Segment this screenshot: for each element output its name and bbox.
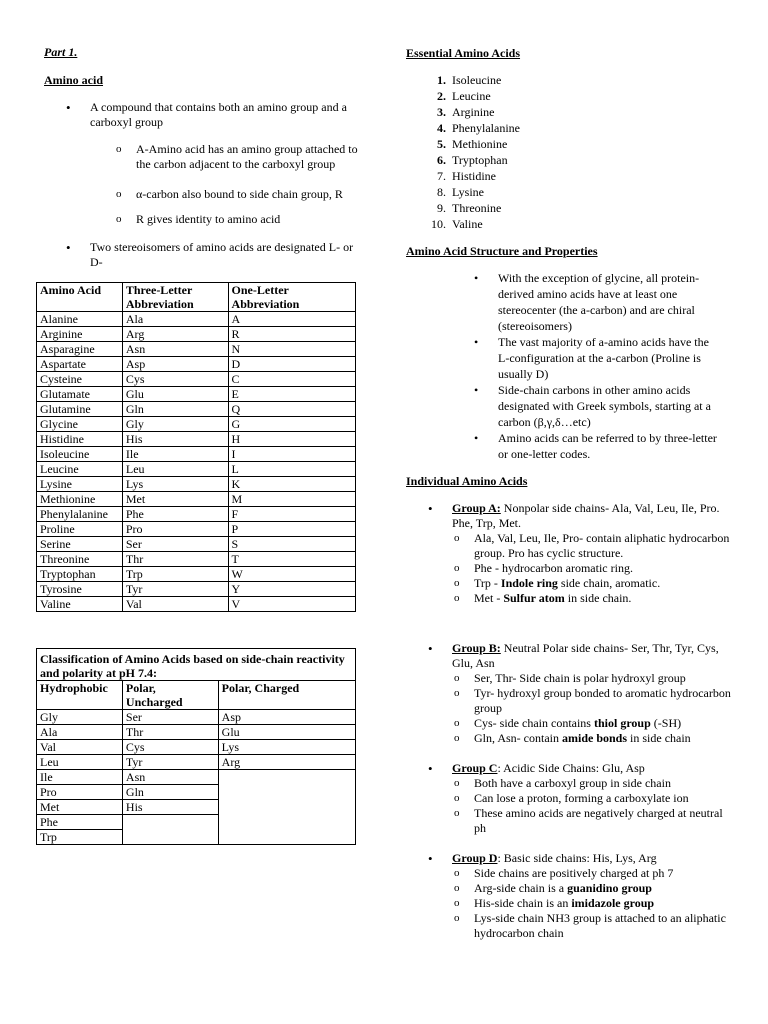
table-cell: Ala: [122, 312, 228, 327]
list-item: • Side-chain carbons in other amino acids designated with Greek symbols, starting at a carbon (β,γ,δ…etc): [406, 382, 736, 430]
sub-item: o Ser, Thr- Side chain is polar hydroxyl group: [406, 671, 736, 686]
text-span: side chain, aromatic.: [557, 576, 661, 590]
table-cell: H: [228, 432, 355, 447]
text-span: Met -: [474, 591, 504, 605]
table-cell: I: [228, 447, 355, 462]
table-cell: Threonine: [37, 552, 123, 567]
group-b-desc: Neutral Polar side chains- Ser, Thr, Tyr, Cys, Glu, Asn: [452, 641, 719, 670]
list-item-label: Threonine: [452, 201, 502, 215]
table-row: [37, 522, 356, 537]
structure-heading: Amino Acid Structure and Properties: [406, 244, 598, 258]
sub-item: o Can lose a proton, forming a carboxylate ion: [406, 791, 736, 806]
amino-acid-definition: [44, 100, 366, 130]
list-item: • The vast majority of a-amino acids have the L-configuration at the a-carbon (Proline is usually D): [406, 334, 736, 382]
table-row: [37, 567, 356, 582]
text-span: Arg-side chain is a: [474, 881, 568, 895]
classification-table: [36, 648, 356, 845]
text-span: Gln, Asn- contain: [474, 731, 562, 745]
table-cell: Ala: [37, 725, 123, 740]
table-cell: Phe: [122, 507, 228, 522]
list-item-label: Valine: [452, 217, 483, 231]
table-cell: Gly: [37, 710, 123, 725]
group-b-header: [406, 641, 736, 671]
table-cell: G: [228, 417, 355, 432]
group-a-header: [406, 501, 736, 531]
list-item-label: Isoleucine: [452, 73, 502, 87]
table-cell: D: [228, 357, 355, 372]
table-row: [37, 492, 356, 507]
group-d-title: Group D: [452, 851, 498, 865]
sub-item: [406, 731, 736, 746]
table-row: [37, 342, 356, 357]
bullet-item: • A compound that contains both an amino group and a carboxyl group: [44, 100, 366, 130]
individual-heading: Individual Amino Acids: [406, 474, 528, 488]
table-cell: Phenylalanine: [37, 507, 123, 522]
table-cell: Ser: [122, 537, 228, 552]
table-cell: Tyr: [122, 755, 218, 770]
table-row: [37, 327, 356, 342]
table-cell: Proline: [37, 522, 123, 537]
table-cell: Trp: [122, 567, 228, 582]
sub-item: [406, 716, 736, 731]
list-item-label: Phenylalanine: [452, 121, 520, 135]
bullet-item: • Two stereoisomers of amino acids are designated L- or D-: [44, 240, 366, 270]
list-number: 9.: [437, 201, 446, 215]
column-header: Polar, Uncharged: [122, 681, 218, 710]
table-cell: Val: [37, 740, 123, 755]
table-cell: T: [228, 552, 355, 567]
group-c-desc: : Acidic Side Chains: Glu, Asp: [497, 761, 645, 775]
group-c-header: [406, 761, 736, 776]
column-header: Amino Acid: [37, 283, 123, 312]
table-cell: M: [228, 492, 355, 507]
column-header: Hydrophobic: [37, 681, 123, 710]
list-number: 1.: [437, 73, 446, 87]
table-row: [37, 537, 356, 552]
list-item: [406, 72, 736, 88]
table-cell: L: [228, 462, 355, 477]
table-cell: A: [228, 312, 355, 327]
group-b: [406, 641, 736, 746]
table-cell: Alanine: [37, 312, 123, 327]
sub-item-text: o R gives identity to amino acid: [44, 212, 366, 227]
group-c-title: Group C: [452, 761, 498, 775]
group-d: [406, 851, 736, 941]
group-a-desc: Nonpolar side chains- Ala, Val, Leu, Ile, Pro. Phe, Trp, Met.: [452, 501, 720, 530]
part-title: Part 1.: [44, 45, 78, 59]
table-row: [37, 462, 356, 477]
sub-item: o Side chains are positively charged at ph 7: [406, 866, 736, 881]
list-item: [406, 104, 736, 120]
table-cell: R: [228, 327, 355, 342]
table-header-row: [37, 283, 356, 312]
list-item: [406, 120, 736, 136]
table-row: [37, 770, 356, 785]
table-row: [37, 477, 356, 492]
table-cell: Aspartate: [37, 357, 123, 372]
bold-term: Indole ring: [500, 576, 558, 590]
text-span: His-side chain is an: [474, 896, 572, 910]
list-item: [406, 200, 736, 216]
list-number: 7.: [437, 169, 446, 183]
table-cell: His: [122, 432, 228, 447]
table-cell: Asn: [122, 770, 218, 785]
table-cell: Ser: [122, 710, 218, 725]
table-cell: F: [228, 507, 355, 522]
list-item: [406, 168, 736, 184]
sub-item: o Ala, Val, Leu, Ile, Pro- contain aliphatic hydrocarbon group. Pro has cyclic structure.: [406, 531, 736, 561]
abbreviation-table: [36, 282, 356, 612]
bold-term: guanidino group: [567, 881, 652, 895]
list-item-label: Methionine: [452, 137, 508, 151]
group-c: [406, 761, 736, 836]
table-cell: Met: [122, 492, 228, 507]
sub-item: o Tyr- hydroxyl group bonded to aromatic hydrocarbon group: [406, 686, 736, 716]
list-item: [406, 184, 736, 200]
table-cell: Asp: [122, 357, 228, 372]
table-cell: Arg: [122, 327, 228, 342]
group-a: [406, 501, 736, 606]
table-cell: Cys: [122, 740, 218, 755]
table-cell: Asparagine: [37, 342, 123, 357]
table-cell: Valine: [37, 597, 123, 612]
table-cell: Ile: [122, 447, 228, 462]
column-header: Polar, Charged: [218, 681, 355, 710]
essential-list: [406, 72, 736, 232]
table-cell: C: [228, 372, 355, 387]
table-title-row: [37, 649, 356, 681]
table-cell: Ile: [37, 770, 123, 785]
table-cell: Gly: [122, 417, 228, 432]
table-title: Classification of Amino Acids based on side-chain reactivity and polarity at pH 7.4:: [37, 649, 356, 681]
table-cell: Lys: [218, 740, 355, 755]
text-span: in side chain: [627, 731, 691, 745]
list-number: 6.: [437, 153, 446, 167]
table-cell: [122, 815, 218, 845]
table-cell: Leu: [37, 755, 123, 770]
group-a-title: Group A:: [452, 501, 501, 515]
list-item: • Amino acids can be referred to by three-letter or one-letter codes.: [406, 430, 736, 462]
table-cell: N: [228, 342, 355, 357]
table-row: [37, 507, 356, 522]
table-row: [37, 402, 356, 417]
bold-term: imidazole group: [571, 896, 655, 910]
bold-term: Sulfur atom: [503, 591, 565, 605]
table-cell: Glu: [122, 387, 228, 402]
sub-item: [44, 142, 366, 172]
table-cell: Cysteine: [37, 372, 123, 387]
list-item: [406, 136, 736, 152]
table-cell: Q: [228, 402, 355, 417]
table-row: [37, 312, 356, 327]
table-cell: Tryptophan: [37, 567, 123, 582]
sub-item-text: o A-Amino acid has an amino group attached to the carbon adjacent to the carboxyl group: [44, 142, 366, 172]
sub-item: [44, 187, 366, 202]
table-cell: [218, 770, 355, 845]
group-d-desc: : Basic side chains: His, Lys, Arg: [497, 851, 657, 865]
list-item-label: Arginine: [452, 105, 495, 119]
table-cell: His: [122, 800, 218, 815]
table-row: [37, 372, 356, 387]
table-cell: Glu: [218, 725, 355, 740]
table-cell: Pro: [37, 785, 123, 800]
sub-item: [406, 896, 736, 911]
table-cell: Glutamate: [37, 387, 123, 402]
sub-item: o Lys-side chain NH3 group is attached to an aliphatic hydrocarbon chain: [406, 911, 736, 941]
table-cell: Serine: [37, 537, 123, 552]
table-cell: Cys: [122, 372, 228, 387]
table-header-row: [37, 681, 356, 710]
structure-list: [406, 270, 736, 462]
table-cell: Arg: [218, 755, 355, 770]
list-item-label: Histidine: [452, 169, 496, 183]
table-cell: P: [228, 522, 355, 537]
list-item: [406, 152, 736, 168]
table-cell: Isoleucine: [37, 447, 123, 462]
table-cell: Pro: [122, 522, 228, 537]
table-row: [37, 357, 356, 372]
table-row: [37, 432, 356, 447]
table-row: [37, 447, 356, 462]
table-cell: Asn: [122, 342, 228, 357]
table-cell: Gln: [122, 785, 218, 800]
table-cell: Glutamine: [37, 402, 123, 417]
list-number: 8.: [437, 185, 446, 199]
stereoisomer-note: [44, 240, 366, 270]
bold-term: amide bonds: [562, 731, 628, 745]
group-b-title: Group B:: [452, 641, 501, 655]
table-cell: Trp: [37, 830, 123, 845]
list-number: 5.: [437, 137, 446, 151]
sub-item: [406, 591, 736, 606]
table-cell: Val: [122, 597, 228, 612]
table-cell: Leucine: [37, 462, 123, 477]
table-row: [37, 710, 356, 725]
table-cell: Y: [228, 582, 355, 597]
table-row: [37, 725, 356, 740]
amino-acid-heading: Amino acid: [44, 73, 104, 87]
table-cell: Thr: [122, 552, 228, 567]
table-row: [37, 597, 356, 612]
bold-term: thiol group: [593, 716, 651, 730]
list-number: 3.: [437, 105, 446, 119]
table-cell: Lys: [122, 477, 228, 492]
sub-item: [406, 881, 736, 896]
sub-item: o Phe - hydrocarbon aromatic ring.: [406, 561, 736, 576]
text-span: Cys- side chain contains: [474, 716, 594, 730]
list-item-label: Leucine: [452, 89, 491, 103]
table-cell: Gln: [122, 402, 228, 417]
text-span: in side chain.: [564, 591, 632, 605]
table-row: [37, 755, 356, 770]
list-item: [406, 216, 736, 232]
table-cell: Lysine: [37, 477, 123, 492]
table-row: [37, 417, 356, 432]
table-cell: E: [228, 387, 355, 402]
list-item: [406, 88, 736, 104]
table-row: [37, 582, 356, 597]
list-number: 2.: [437, 89, 446, 103]
table-cell: Methionine: [37, 492, 123, 507]
table-row: [37, 740, 356, 755]
sub-item: o Both have a carboxyl group in side chain: [406, 776, 736, 791]
list-item-label: Tryptophan: [452, 153, 508, 167]
table-cell: Leu: [122, 462, 228, 477]
table-row: [37, 387, 356, 402]
table-row: [37, 552, 356, 567]
list-number: 10.: [431, 217, 446, 231]
table-cell: Asp: [218, 710, 355, 725]
text-span: (-SH): [650, 716, 682, 730]
sub-item: [44, 212, 366, 227]
group-d-header: [406, 851, 736, 866]
sub-item: [406, 576, 736, 591]
list-item-label: Lysine: [452, 185, 484, 199]
column-header: Three-Letter Abbreviation: [122, 283, 228, 312]
table-cell: Thr: [122, 725, 218, 740]
table-cell: Phe: [37, 815, 123, 830]
essential-heading: Essential Amino Acids: [406, 46, 521, 60]
column-header: One-Letter Abbreviation: [228, 283, 355, 312]
table-cell: Glycine: [37, 417, 123, 432]
table-cell: Tyr: [122, 582, 228, 597]
list-number: 4.: [437, 121, 446, 135]
list-item: • With the exception of glycine, all protein-derived amino acids have at least one stereocenter (the a-carbon) and are chiral (stereoisomers): [406, 270, 736, 334]
text-span: Trp -: [474, 576, 501, 590]
table-cell: Histidine: [37, 432, 123, 447]
sub-item-text: o α-carbon also bound to side chain group, R: [44, 187, 366, 202]
table-cell: W: [228, 567, 355, 582]
table-cell: Arginine: [37, 327, 123, 342]
table-cell: K: [228, 477, 355, 492]
sub-item: o These amino acids are negatively charged at neutral ph: [406, 806, 736, 836]
table-cell: S: [228, 537, 355, 552]
table-cell: V: [228, 597, 355, 612]
table-cell: Met: [37, 800, 123, 815]
table-cell: Tyrosine: [37, 582, 123, 597]
